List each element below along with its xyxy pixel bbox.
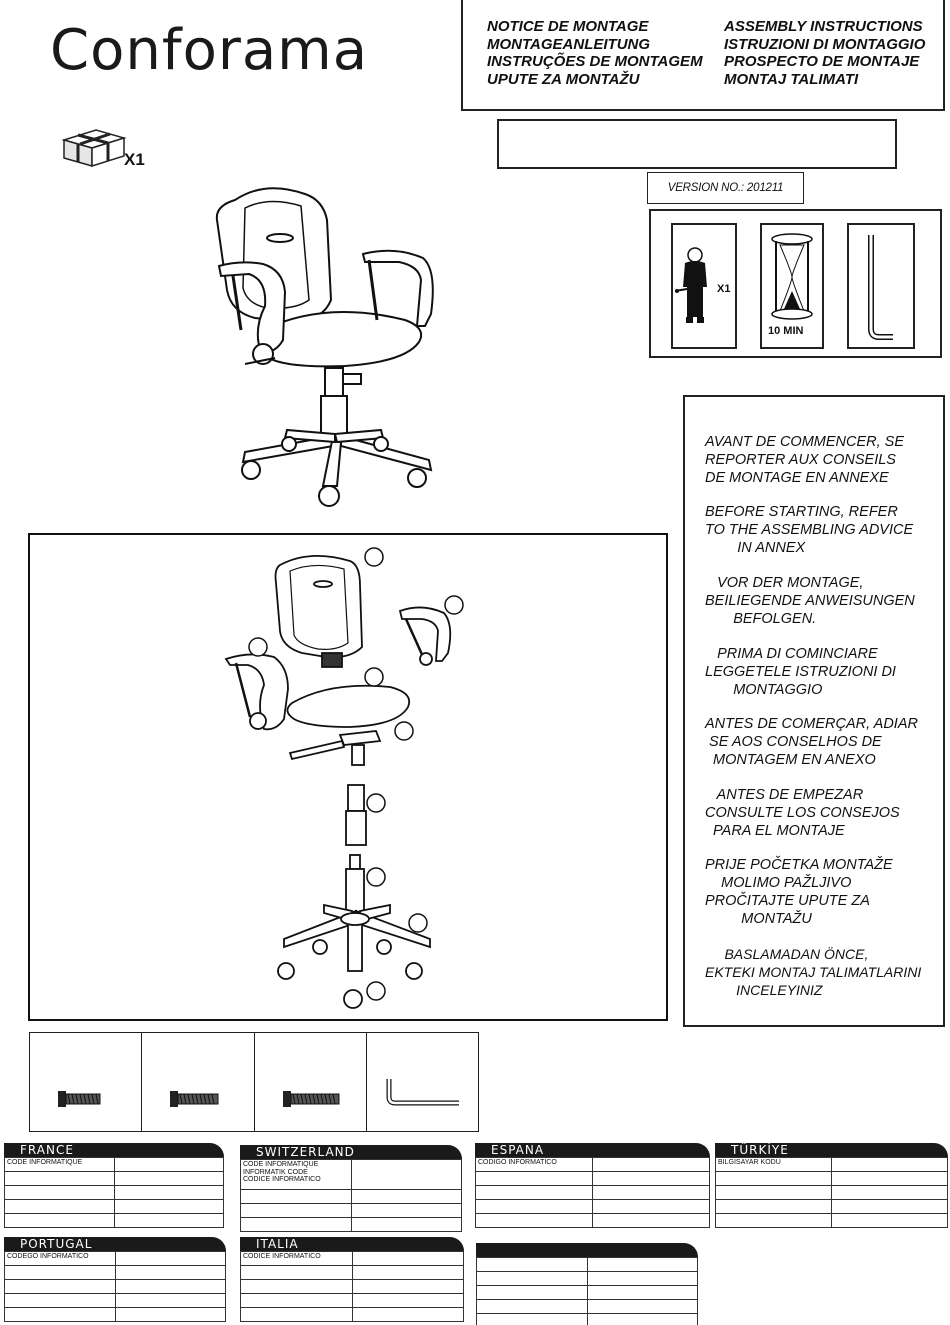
code-label — [477, 1258, 588, 1272]
code-label: CODICE INFORMATICO — [241, 1252, 353, 1266]
code-label: CODE INFORMATIQUE INFORMATIK CODE CODICE INFORMATICO — [241, 1160, 352, 1190]
title-column-right — [724, 18, 925, 88]
bolt-medium-icon — [168, 1089, 232, 1109]
note-de: VOR DER MONTAGE, BEILIEGENDE ANWEISUNGEN BEFOLGEN. — [705, 575, 915, 627]
hardware-cell-allen-key — [367, 1033, 478, 1131]
package-quantity: X1 — [124, 150, 145, 169]
title-tr: MONTAJ TALIMATI — [724, 70, 859, 88]
package-indicator — [60, 122, 150, 174]
country-name: SWITZERLAND — [240, 1145, 462, 1159]
country-table-blank — [476, 1243, 698, 1325]
country-table-turkiye — [715, 1143, 948, 1228]
title-fr: NOTICE DE MONTAGE — [487, 18, 649, 35]
allen-key-small-icon — [385, 1077, 465, 1107]
country-name: TÜRKİYE — [715, 1143, 948, 1157]
assembler-quantity: X1 — [717, 283, 731, 295]
exploded-parts-diagram — [28, 533, 668, 1021]
note-hr: PRIJE POČETKA MONTAŽE MOLIMO PAŽLJIVO PROČITAJTE UPUTE ZA MONTAŽU — [705, 857, 893, 927]
title-column-left — [487, 18, 703, 88]
hardware-cell-bolt-short — [30, 1033, 142, 1131]
code-label: BILGISAYAR KODU — [716, 1158, 832, 1172]
note-fr: AVANT DE COMMENCER, SE REPORTER AUX CONSEILS DE MONTAGE EN ANNEXE — [705, 434, 905, 486]
note-it: PRIMA DI COMINCIARE LEGGETELE ISTRUZIONI DI MONTAGGIO — [705, 646, 896, 698]
title-box — [461, 0, 945, 111]
code-label: CODE INFORMATIQUE — [5, 1158, 115, 1172]
country-name: ITALIA — [240, 1237, 464, 1251]
package-box-icon — [60, 122, 130, 170]
product-name-box — [497, 119, 897, 169]
brand-logo: Conforama — [50, 18, 369, 83]
assembly-notes-box — [683, 395, 945, 1027]
bolt-short-icon — [56, 1089, 116, 1109]
note-en: BEFORE STARTING, REFER TO THE ASSEMBLING ADVICE IN ANNEX — [705, 504, 914, 556]
code-label: CODEGO INFORMATICO — [5, 1252, 116, 1266]
title-it: ISTRUZIONI DI MONTAGGIO — [724, 35, 926, 53]
title-es: PROSPECTO DE MONTAJE — [724, 53, 920, 70]
tools-box — [649, 209, 942, 358]
assembler-panel — [671, 223, 737, 349]
title-hr: UPUTE ZA MONTAŽU — [487, 70, 640, 88]
version-label: VERSION NO.: 201211 — [647, 172, 804, 204]
note-pt: ANTES DE COMERÇAR, ADIAR SE AOS CONSELHOS DE MONTAGEM EN ANEXO — [705, 716, 918, 768]
title-en: ASSEMBLY INSTRUCTIONS — [724, 18, 923, 35]
allen-key-icon — [849, 225, 913, 347]
country-name: FRANCE — [4, 1143, 224, 1157]
hardware-cell-bolt-medium — [142, 1033, 254, 1131]
country-table-espana — [475, 1143, 710, 1228]
note-tr: BASLAMADAN ÖNCE, EKTEKI MONTAJ TALIMATLARINI INCELEYINIZ — [705, 946, 922, 998]
hardware-cell-bolt-long — [255, 1033, 367, 1131]
country-table-portugal — [4, 1237, 226, 1322]
title-de: MONTAGEANLEITUNG — [487, 35, 651, 53]
country-table-switzerland — [240, 1145, 462, 1232]
assembly-time: 10 MIN — [768, 325, 804, 337]
country-name — [476, 1243, 698, 1257]
bolt-long-icon — [281, 1089, 351, 1109]
country-table-france — [4, 1143, 224, 1228]
allen-key-panel — [847, 223, 915, 349]
country-table-italia — [240, 1237, 464, 1322]
country-name: PORTUGAL — [4, 1237, 226, 1251]
time-panel — [760, 223, 824, 349]
country-name: ESPANA — [475, 1143, 710, 1157]
assembled-chair-illustration — [205, 180, 445, 520]
code-label: CODIGO INFORMATICO — [476, 1158, 593, 1172]
exploded-view-illustration — [30, 535, 666, 1019]
hardware-box — [29, 1032, 479, 1132]
title-pt: INSTRUÇÕES DE MONTAGEM — [487, 53, 703, 70]
note-es: ANTES DE EMPEZAR CONSULTE LOS CONSEJOS PARA EL MONTAJE — [705, 787, 900, 839]
hourglass-icon — [762, 225, 822, 325]
